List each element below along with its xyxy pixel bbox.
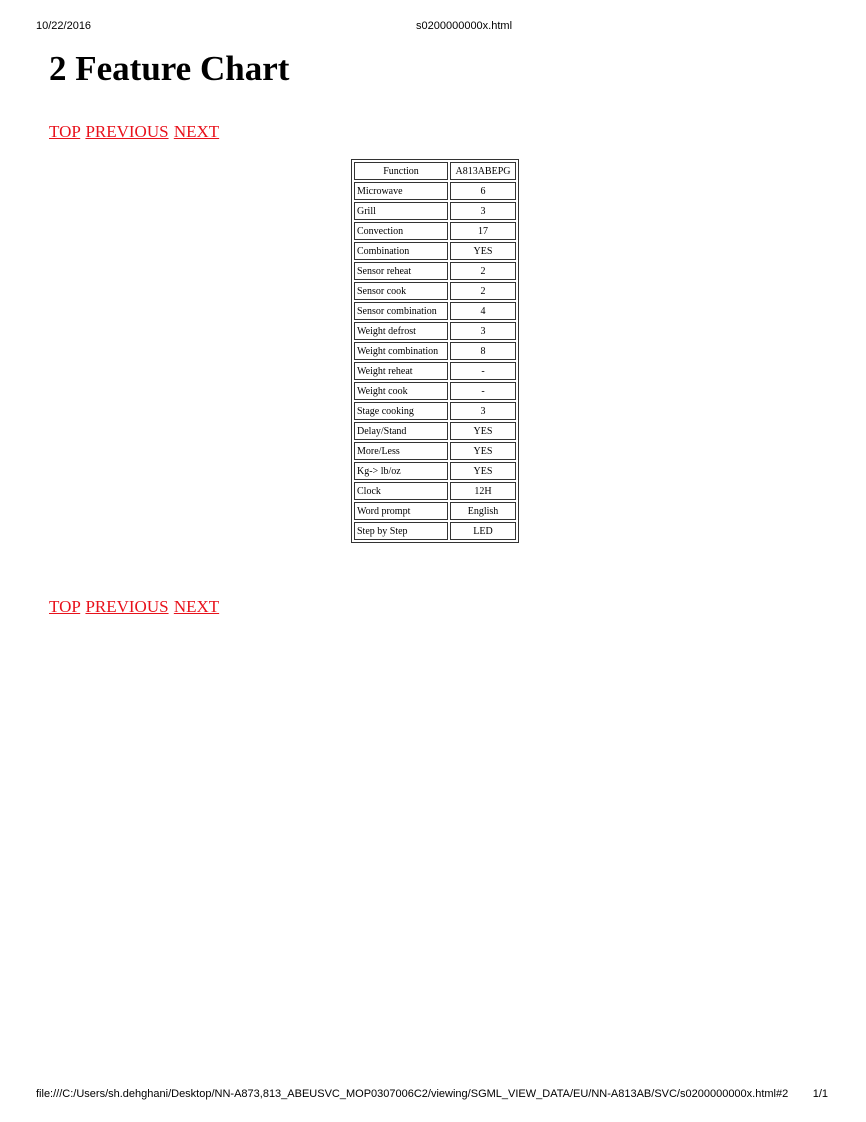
value-cell: -: [450, 362, 516, 380]
function-cell: Stage cooking: [354, 402, 448, 420]
nav-links-top: [49, 122, 219, 142]
print-header: [36, 20, 830, 34]
function-cell: Convection: [354, 222, 448, 240]
function-cell: Word prompt: [354, 502, 448, 520]
function-cell: Kg-> lb/oz: [354, 462, 448, 480]
value-cell: 12H: [450, 482, 516, 500]
value-cell: 3: [450, 402, 516, 420]
function-cell: Sensor reheat: [354, 262, 448, 280]
value-cell: YES: [450, 462, 516, 480]
table-row: [354, 282, 516, 300]
function-cell: Clock: [354, 482, 448, 500]
page-title: 2 Feature Chart: [49, 49, 290, 88]
value-cell: English: [450, 502, 516, 520]
table-row: [354, 302, 516, 320]
page-count: 1/1: [812, 1088, 828, 1100]
value-cell: YES: [450, 422, 516, 440]
value-cell: YES: [450, 242, 516, 260]
function-cell: Weight combination: [354, 342, 448, 360]
next-link[interactable]: NEXT: [173, 597, 220, 616]
table-row: [354, 522, 516, 540]
table-row: [354, 362, 516, 380]
table-row: [354, 402, 516, 420]
function-cell: More/Less: [354, 442, 448, 460]
function-cell: Microwave: [354, 182, 448, 200]
next-link[interactable]: NEXT: [173, 122, 220, 141]
top-link[interactable]: TOP: [49, 122, 81, 141]
table-row: [354, 502, 516, 520]
print-document-title: s0200000000x.html: [416, 20, 513, 32]
function-cell: Step by Step: [354, 522, 448, 540]
table-row: [354, 182, 516, 200]
table-row: [354, 382, 516, 400]
function-cell: Sensor combination: [354, 302, 448, 320]
table-row: [354, 482, 516, 500]
column-header-function: Function: [354, 162, 448, 180]
table-row: [354, 462, 516, 480]
function-cell: Grill: [354, 202, 448, 220]
function-cell: Weight defrost: [354, 322, 448, 340]
nav-links-bottom: [49, 597, 219, 617]
value-cell: 8: [450, 342, 516, 360]
function-cell: Weight cook: [354, 382, 448, 400]
previous-link[interactable]: PREVIOUS: [85, 122, 169, 141]
table-row: [354, 422, 516, 440]
file-path: file:///C:/Users/sh.dehghani/Desktop/NN-A873,813_ABEUSVC_MOP0307006C2/viewing/SGML_VIEW_DATA/EU/NN-A813AB/SVC/s0200000000x.html#2: [36, 1088, 789, 1100]
value-cell: 2: [450, 262, 516, 280]
previous-link[interactable]: PREVIOUS: [85, 597, 169, 616]
table-row: [354, 342, 516, 360]
table-header-row: [354, 162, 516, 180]
value-cell: YES: [450, 442, 516, 460]
function-cell: Delay/Stand: [354, 422, 448, 440]
value-cell: 2: [450, 282, 516, 300]
value-cell: 3: [450, 202, 516, 220]
value-cell: 6: [450, 182, 516, 200]
print-date: 10/22/2016: [36, 20, 92, 32]
table-row: [354, 442, 516, 460]
table-row: [354, 322, 516, 340]
function-cell: Sensor cook: [354, 282, 448, 300]
table-row: [354, 242, 516, 260]
top-link[interactable]: TOP: [49, 597, 81, 616]
value-cell: 4: [450, 302, 516, 320]
function-cell: Weight reheat: [354, 362, 448, 380]
value-cell: LED: [450, 522, 516, 540]
value-cell: 3: [450, 322, 516, 340]
value-cell: -: [450, 382, 516, 400]
table-row: [354, 202, 516, 220]
value-cell: 17: [450, 222, 516, 240]
function-cell: Combination: [354, 242, 448, 260]
feature-chart-table: [351, 159, 519, 543]
print-footer: [36, 1088, 830, 1102]
table-row: [354, 262, 516, 280]
table-row: [354, 222, 516, 240]
column-header-model: A813ABEPG: [450, 162, 516, 180]
